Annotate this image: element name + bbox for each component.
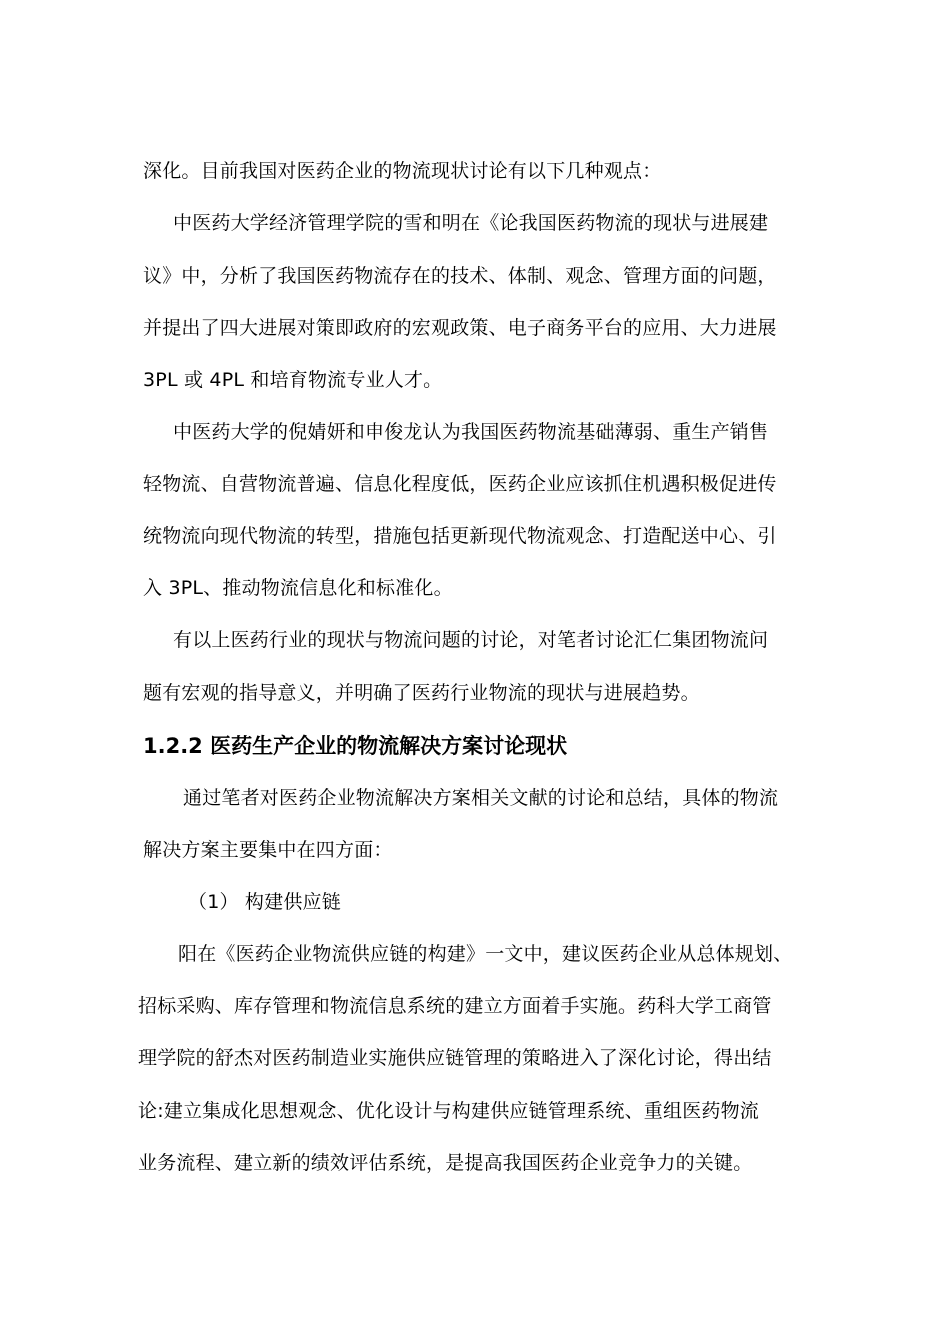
paragraph-line: 统物流向现代物流的转型，措施包括更新现代物流观念、打造配送中心、引 [143,525,777,547]
paragraph-line: 解决方案主要集中在四方面： [143,839,393,861]
paragraph-line: 理学院的舒杰对医药制造业实施供应链管理的策略进入了深化讨论，得出结 [138,1047,772,1069]
paragraph-line: 轻物流、自营物流普遍、信息化程度低，医药企业应该抓住机遇积极促进传 [143,473,777,495]
paragraph-line: 题有宏观的指导意义，并明确了医药行业物流的现状与进展趋势。 [143,682,700,704]
paragraph-line: 并提出了四大进展对策即政府的宏观政策、电子商务平台的应用、大力进展 [143,317,777,339]
paragraph-line: 中医药大学经济管理学院的雪和明在《论我国医药物流的现状与进展建 [173,212,769,234]
paragraph-line: 通过笔者对医药企业物流解决方案相关文献的讨论和总结，具体的物流 [183,787,779,809]
paragraph-line: 招标采购、库存管理和物流信息系统的建立方面着手实施。药科大学工商管 [138,995,772,1017]
paragraph-line: 业务流程、建立新的绩效评估系统，是提高我国医药企业竞争力的关键。 [138,1152,753,1174]
list-item-heading: （1） 构建供应链 [188,891,341,913]
paragraph-line: 阳在《医药企业物流供应链的构建》一文中，建议医药企业从总体规划、 [178,943,793,965]
paragraph-line: 中医药大学的倪婧妍和申俊龙认为我国医药物流基础薄弱、重生产销售 [173,421,769,443]
paragraph-line: 议》中，分析了我国医药物流存在的技术、体制、观念、管理方面的问题， [143,265,777,287]
paragraph-line: 入 3PL、推动物流信息化和标准化。 [143,577,453,599]
paragraph-line: 论:建立集成化思想观念、优化设计与构建供应链管理系统、重组医药物流 [138,1100,760,1122]
paragraph-line: 3PL 或 4PL 和培育物流专业人才。 [143,369,443,391]
paragraph-line: 有以上医药行业的现状与物流问题的讨论，对笔者讨论汇仁集团物流问 [173,629,769,651]
section-heading: 1.2.2 医药生产企业的物流解决方案讨论现状 [143,734,568,758]
paragraph-line: 深化。目前我国对医药企业的物流现状讨论有以下几种观点： [143,160,662,182]
